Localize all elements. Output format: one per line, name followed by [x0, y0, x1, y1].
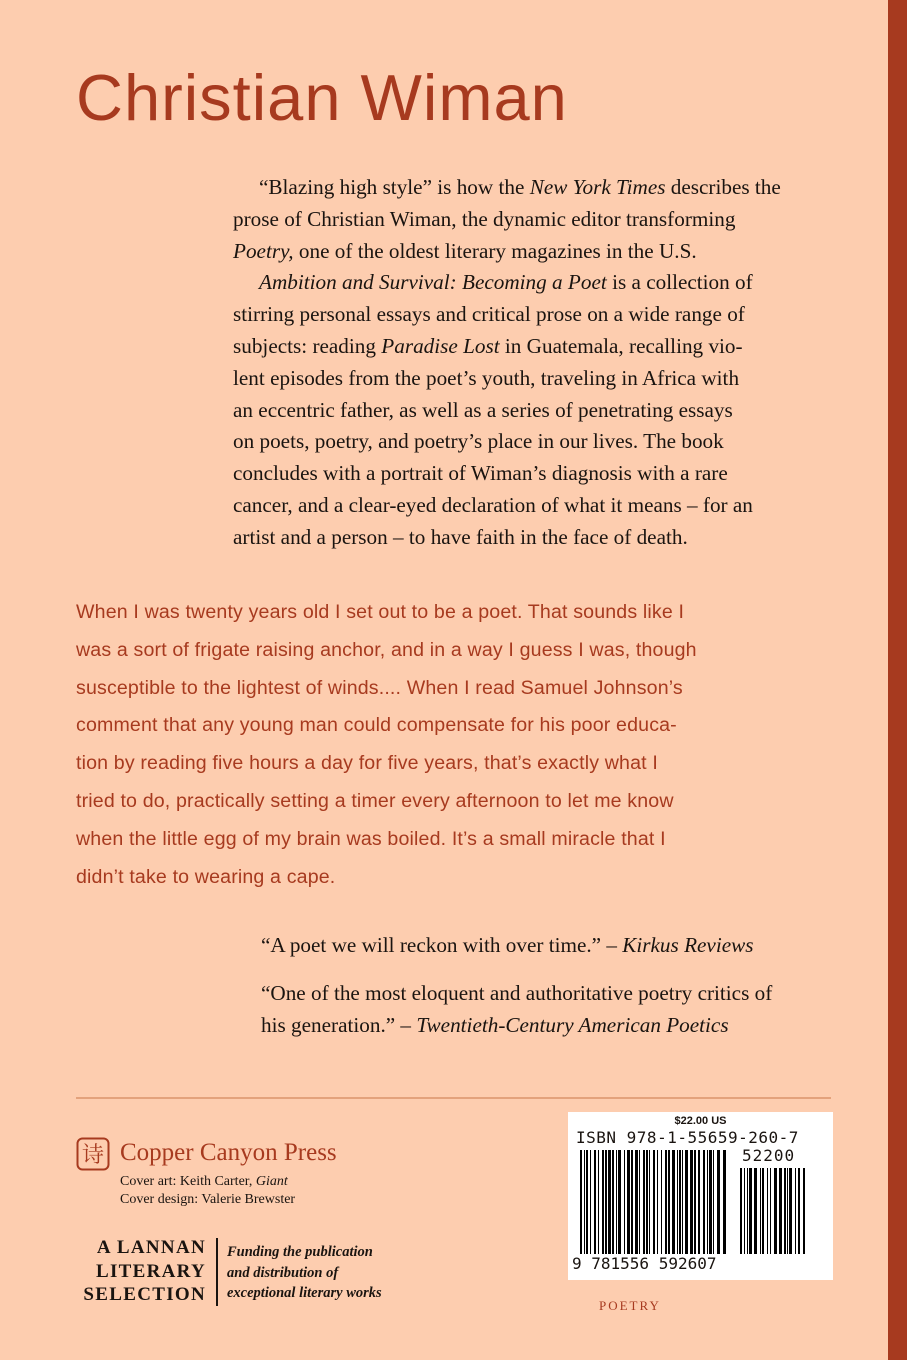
- excerpt-line: comment that any young man could compensate for his poor educa-: [76, 714, 677, 737]
- divider-rule: [76, 1097, 831, 1099]
- barcode-bar: [713, 1150, 714, 1254]
- excerpt-line: when the little egg of my brain was boiled. It’s a small miracle that I: [76, 827, 666, 850]
- publisher-name: Copper Canyon Press: [120, 1139, 337, 1166]
- quote-italic-title: Twentieth-Century American Poetics: [416, 1012, 729, 1037]
- barcode-bar: [795, 1168, 796, 1254]
- blurb-line: cancer, and a clear-eyed declaration of what it means – for an: [233, 492, 753, 517]
- quote-italic-title: Kirkus Reviews: [622, 933, 754, 957]
- blurb-italic-title: Ambition and Survival: Becoming a Poet: [259, 270, 607, 295]
- barcode-bar: [639, 1150, 640, 1254]
- excerpt-line: tried to do, practically setting a timer every afternoon to let me know: [76, 789, 674, 812]
- barcode-bar: [653, 1150, 655, 1254]
- barcode-bar: [709, 1150, 712, 1254]
- lannan-line-3: SELECTION: [83, 1284, 206, 1305]
- barcode-bar: [744, 1168, 745, 1254]
- excerpt-line: susceptible to the lightest of winds.... When I read Samuel Johnson’s: [76, 676, 683, 699]
- quote-line: “One of the most eloquent and authoritative poetry critics of: [261, 981, 773, 1005]
- barcode-bar: [590, 1150, 591, 1254]
- barcode-bar: [616, 1150, 617, 1254]
- barcode-bar: [749, 1168, 752, 1254]
- lannan-line-2: LITERARY: [95, 1260, 206, 1282]
- isbn-label: ISBN 978-1-55659-260-7: [576, 1128, 799, 1147]
- lannan-tagline-1: Funding the publication: [227, 1244, 373, 1260]
- description-blurb: [233, 172, 833, 554]
- barcode-bar: [608, 1150, 611, 1254]
- barcode-bar: [747, 1168, 748, 1254]
- blurb-line: prose of Christian Wiman, the dynamic editor transforming: [233, 206, 736, 231]
- barcode-bar: [598, 1150, 599, 1254]
- barcode-bar: [798, 1168, 800, 1254]
- barcode-bar: [779, 1168, 782, 1254]
- cover-art-title: Giant: [255, 1174, 288, 1189]
- blurb-line: artist and a person – to have faith in the face of death.: [233, 524, 688, 549]
- barcode-bar: [787, 1168, 788, 1254]
- barcode-bar: [762, 1168, 764, 1254]
- blurb-line: an eccentric father, as well as a series of penetrating essays: [233, 397, 733, 422]
- excerpt-line: didn’t take to wearing a cape.: [76, 865, 336, 888]
- barcode-bar: [707, 1150, 708, 1254]
- barcode-bar: [646, 1150, 648, 1254]
- barcode-bar: [740, 1168, 742, 1254]
- barcode-bar: [679, 1150, 681, 1254]
- barcode-bar: [605, 1150, 607, 1254]
- cover-design-credit: Cover design: Valerie Brewster: [120, 1192, 296, 1207]
- press-logo-icon: [76, 1137, 110, 1171]
- barcode-bar: [612, 1150, 614, 1254]
- blurb-line: lent episodes from the poet’s youth, traveling in Africa with: [233, 365, 740, 390]
- price-code: 52200: [742, 1146, 796, 1165]
- blurb-line: subjects: reading Paradise Lost in Guatemala, recalling vio-: [233, 333, 743, 358]
- barcode-bar: [694, 1150, 696, 1254]
- barcode-bar: [602, 1150, 604, 1254]
- quote-line: “A poet we will reckon with over time.” – Kirkus Reviews: [261, 933, 754, 957]
- cover-art-credit: [120, 1173, 295, 1191]
- blurb-line: concludes with a portrait of Wiman’s diagnosis with a rare: [233, 461, 728, 486]
- lannan-line-1: A LANNAN: [96, 1237, 206, 1258]
- blurb-line: Ambition and Survival: Becoming a Poet is a collection of: [259, 270, 753, 295]
- lannan-tagline: [227, 1242, 382, 1304]
- barcode-bar: [770, 1168, 771, 1254]
- excerpt-quote: [76, 594, 856, 896]
- addon-barcode: [740, 1168, 808, 1254]
- barcode-bar: [627, 1150, 630, 1254]
- barcode-bar: [723, 1150, 726, 1254]
- barcode-bar: [698, 1150, 700, 1254]
- barcode-bar: [717, 1150, 720, 1254]
- category-label: POETRY: [599, 1298, 661, 1313]
- barcode-bar: [789, 1168, 792, 1254]
- barcode-bar: [624, 1150, 625, 1254]
- barcode-bar: [685, 1150, 688, 1254]
- quote-line: his generation.” – Twentieth-Century American Poetics: [261, 1012, 729, 1037]
- barcode-bar: [594, 1150, 596, 1254]
- barcode-bar: [649, 1150, 650, 1254]
- barcode-bar: [584, 1150, 585, 1254]
- barcode-bar: [631, 1150, 633, 1254]
- ean-barcode: [580, 1150, 728, 1254]
- barcode-bar: [643, 1150, 645, 1254]
- blurb-line: “Blazing high style” is how the New York Times describes the: [259, 175, 781, 199]
- review-quote-poetics: [261, 978, 772, 1042]
- barcode-bar: [618, 1150, 621, 1254]
- barcode-bar: [580, 1150, 582, 1254]
- ean-digits: 9 781556 592607: [572, 1254, 717, 1273]
- lannan-tagline-3: exceptional literary works: [227, 1285, 382, 1301]
- review-quote-kirkus: [261, 930, 754, 962]
- barcode-bar: [767, 1168, 768, 1254]
- lannan-selection-mark: [76, 1236, 206, 1307]
- blurb-line: Poetry, one of the oldest literary magazines in the U.S.: [233, 238, 697, 263]
- spine-edge: [888, 0, 907, 1360]
- blurb-italic-title: Poetry,: [233, 238, 294, 263]
- barcode-bar: [803, 1168, 805, 1254]
- barcode-bar: [784, 1168, 786, 1254]
- blurb-line: on poets, poetry, and poetry’s place in our lives. The book: [233, 429, 724, 454]
- barcode-bar: [668, 1150, 670, 1254]
- barcode-bar: [657, 1150, 658, 1254]
- barcode-bar: [665, 1150, 667, 1254]
- barcode-bar: [677, 1150, 678, 1254]
- barcode-bar: [760, 1168, 761, 1254]
- excerpt-line: was a sort of frigate raising anchor, and in a way I guess I was, though: [76, 638, 697, 661]
- barcode-bar: [774, 1168, 777, 1254]
- barcode-bar: [690, 1150, 693, 1254]
- blurb-line: stirring personal essays and critical prose on a wide range of: [233, 302, 745, 327]
- author-name: Christian Wiman: [76, 61, 568, 134]
- blurb-italic-title: Paradise Lost: [381, 333, 500, 358]
- excerpt-line: tion by reading five hours a day for five years, that’s exactly what I: [76, 752, 658, 775]
- barcode-bar: [672, 1150, 675, 1254]
- barcode-bar: [586, 1150, 588, 1254]
- barcode-bar: [703, 1150, 705, 1254]
- excerpt-line: When I was twenty years old I set out to be a poet. That sounds like I: [76, 601, 685, 623]
- cover-credits: [120, 1173, 295, 1209]
- cover-art-label: Cover art: Keith Carter,: [120, 1174, 256, 1189]
- lannan-divider: [216, 1238, 218, 1306]
- blurb-italic-title: New York Times: [529, 175, 666, 199]
- lannan-tagline-2: and distribution of: [227, 1264, 339, 1281]
- barcode-panel: [568, 1112, 833, 1280]
- barcode-bar: [635, 1150, 638, 1254]
- barcode-bar: [682, 1150, 683, 1254]
- press-logo-glyph: 诗: [81, 1143, 105, 1168]
- price-label: $22.00 US: [674, 1115, 727, 1127]
- barcode-bar: [754, 1168, 757, 1254]
- barcode-bar: [661, 1150, 662, 1254]
